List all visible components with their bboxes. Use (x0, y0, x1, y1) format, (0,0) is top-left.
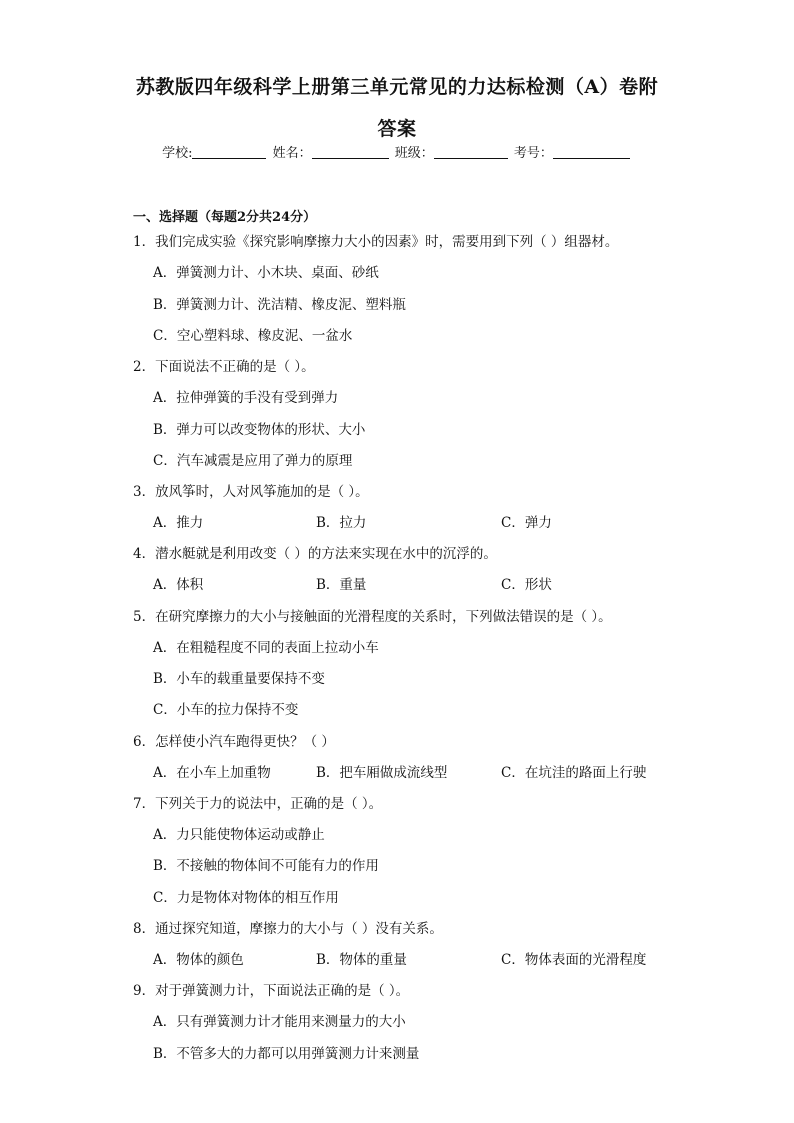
school-label: 学校: (162, 146, 193, 161)
option-4c: C．形状 (501, 577, 552, 593)
option-1a: A．弹簧测力计、小木块、桌面、砂纸 (153, 265, 379, 281)
question-7: 7．下列关于力的说法中，正确的是（ ）。 (133, 796, 383, 812)
option-8a: A．物体的颜色 (153, 952, 244, 968)
school-blank (192, 145, 266, 159)
class-blank (434, 145, 508, 159)
title-line-2: 答案 (377, 118, 417, 140)
question-8: 8．通过探究知道，摩擦力的大小与（ ）没有关系。 (133, 921, 443, 937)
option-9b: B．不管多大的力都可以用弹簧测力计来测量 (153, 1046, 420, 1062)
name-label: 姓名： (272, 146, 312, 161)
option-8b: B．物体的重量 (316, 952, 407, 968)
option-2a: A．拉伸弹簧的手没有受到弹力 (153, 390, 339, 406)
option-4b: B．重量 (316, 577, 367, 593)
option-4a: A．体积 (153, 577, 204, 593)
option-5c: C．小车的拉力保持不变 (153, 702, 299, 718)
option-3c: C．弹力 (501, 515, 552, 531)
option-5b: B．小车的载重量要保持不变 (153, 671, 325, 687)
option-1b: B．弹簧测力计、洗洁精、橡皮泥、塑料瓶 (153, 297, 406, 313)
option-7a: A．力只能使物体运动或静止 (153, 827, 325, 843)
option-8c: C．物体表面的光滑程度 (501, 952, 647, 968)
option-6b: B．把车厢做成流线型 (316, 765, 448, 781)
class-label: 班级： (394, 146, 434, 161)
question-4: 4．潜水艇就是利用改变（ ）的方法来实现在水中的沉浮的。 (133, 546, 497, 562)
section-heading: 一、选择题（每题2分共24分） (133, 210, 317, 225)
option-6a: A．在小车上加重物 (153, 765, 271, 781)
exam-title (110, 66, 684, 150)
number-blank (553, 145, 630, 159)
option-2c: C．汽车减震是应用了弹力的原理 (153, 453, 353, 469)
option-5a: A．在粗糙程度不同的表面上拉动小车 (153, 640, 379, 656)
question-9: 9．对于弹簧测力计，下面说法正确的是（ ）。 (133, 983, 410, 999)
option-1c: C．空心塑料球、橡皮泥、一盆水 (153, 328, 353, 344)
question-1: 1．我们完成实验《探究影响摩擦力大小的因素》时，需要用到下列（ ）组器材。 (133, 234, 619, 250)
number-label: 考号： (513, 146, 553, 161)
option-9a: A．只有弹簧测力计才能用来测量力的大小 (153, 1014, 406, 1030)
option-7c: C．力是物体对物体的相互作用 (153, 890, 339, 906)
student-info-row (0, 145, 794, 163)
title-line-1: 苏教版四年级科学上册第三单元常见的力达标检测（A）卷附 (135, 76, 659, 98)
option-3a: A．推力 (153, 515, 204, 531)
option-2b: B．弹力可以改变物体的形状、大小 (153, 422, 366, 438)
question-3: 3．放风筝时，人对风筝施加的是（ ）。 (133, 484, 369, 500)
question-2: 2．下面说法不正确的是（ ）。 (133, 359, 315, 375)
option-7b: B．不接触的物体间不可能有力的作用 (153, 858, 379, 874)
question-5: 5．在研究摩擦力的大小与接触面的光滑程度的关系时，下列做法错误的是（ ）。 (133, 609, 612, 625)
name-blank (312, 145, 389, 159)
option-3b: B．拉力 (316, 515, 367, 531)
question-6: 6．怎样使小汽车跑得更快？（ ） (133, 734, 335, 750)
option-6c: C．在坑洼的路面上行驶 (501, 765, 647, 781)
